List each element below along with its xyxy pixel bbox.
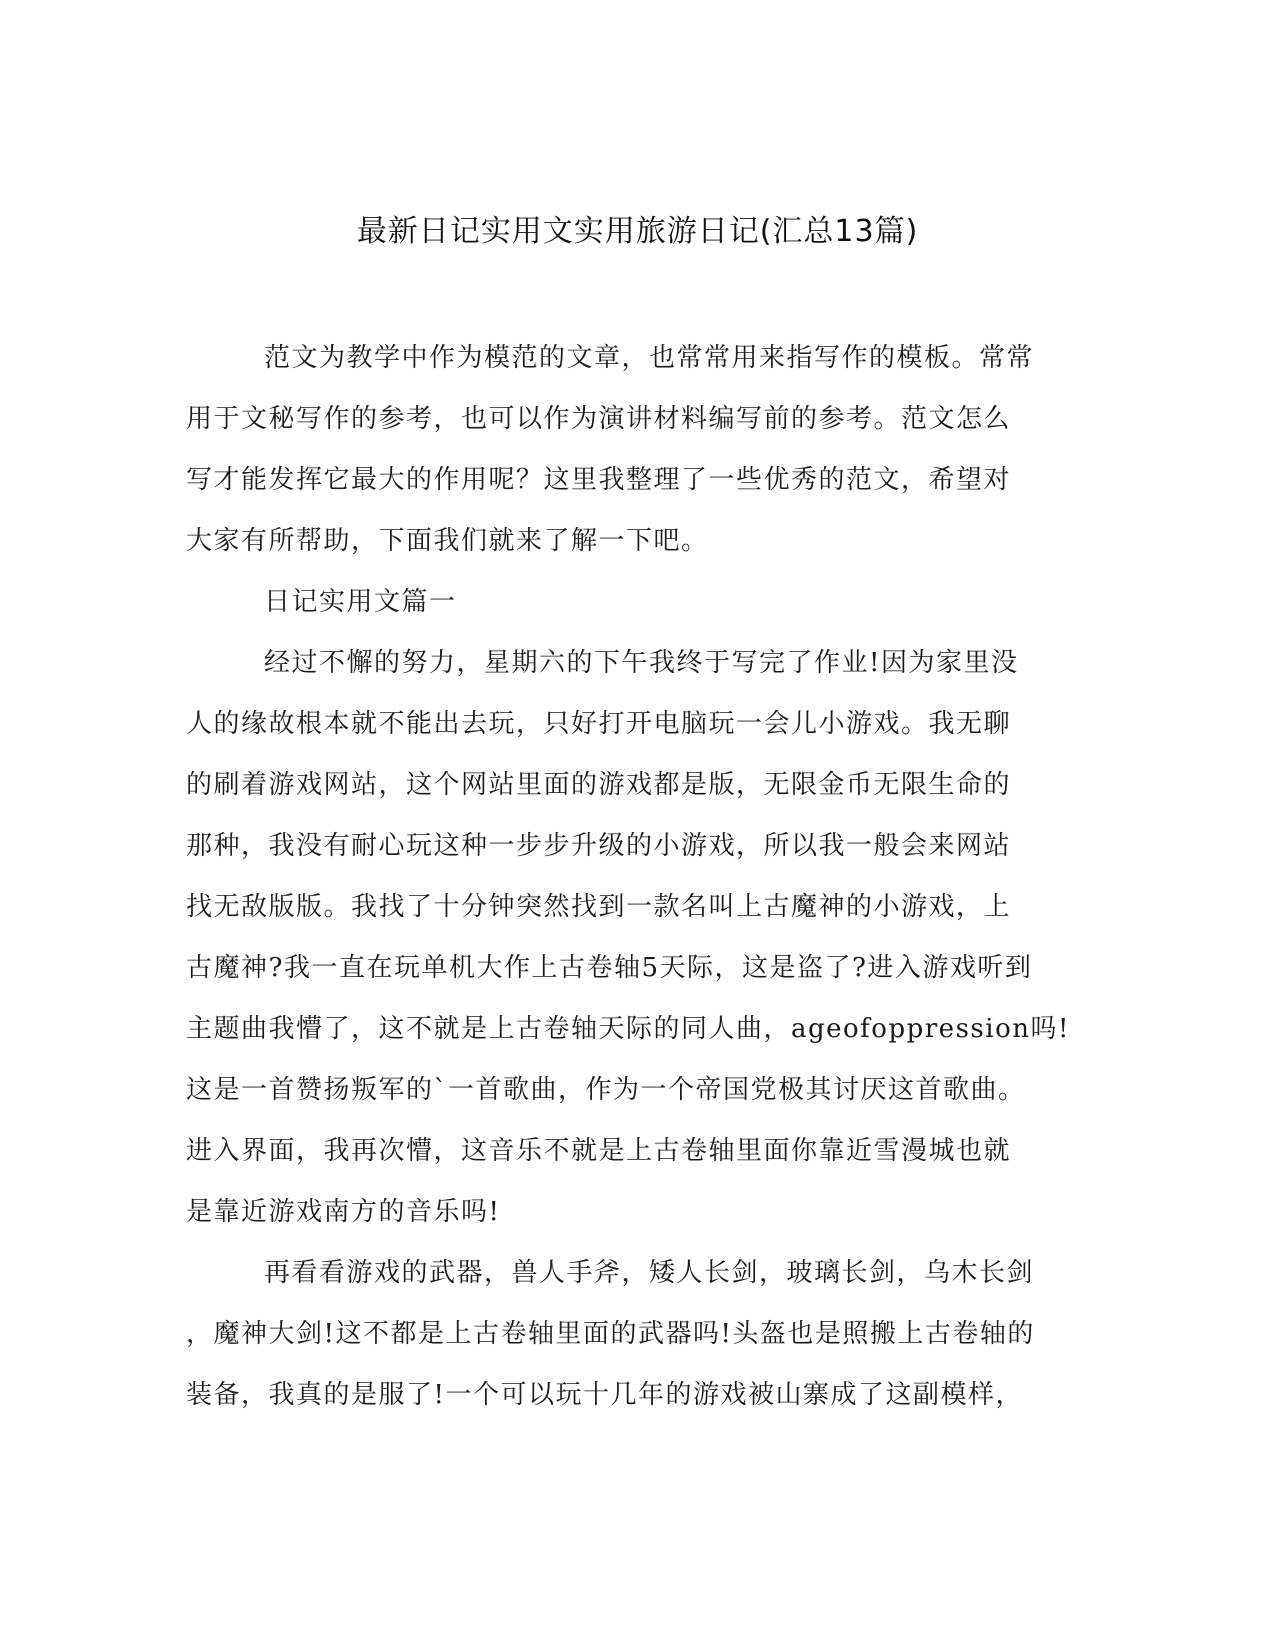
paragraph-line: 用于文秘写作的参考，也可以作为演讲材料编写前的参考。范文怎么 (186, 404, 1012, 434)
paragraph-line: 的刷着游戏网站，这个网站里面的游戏都是版，无限金币无限生命的 (186, 770, 1012, 800)
paragraph-line: 经过不懈的努力，星期六的下午我终于写完了作业!因为家里没 (264, 648, 1019, 678)
paragraph-line: 写才能发挥它最大的作用呢？这里我整理了一些优秀的范文，希望对 (186, 465, 1012, 495)
paragraph-line: 再看看游戏的武器，兽人手斧，矮人长剑，玻璃长剑，乌木长剑 (264, 1258, 1035, 1288)
paragraph-line: 古魔神?我一直在玩单机大作上古卷轴5天际，这是盗了?进入游戏听到 (186, 953, 1033, 983)
paragraph-line: 那种，我没有耐心玩这种一步步升级的小游戏，所以我一般会来网站 (186, 831, 1012, 861)
paragraph-line: 人的缘故根本就不能出去玩，只好打开电脑玩一会儿小游戏。我无聊 (186, 709, 1012, 739)
paragraph-line: 范文为教学中作为模范的文章，也常常用来指写作的模板。常常 (264, 343, 1035, 373)
paragraph-line: 找无敌版版。我找了十分钟突然找到一款名叫上古魔神的小游戏，上 (186, 892, 1012, 922)
paragraph-line: 是靠近游戏南方的音乐吗! (186, 1197, 501, 1227)
paragraph-line: 装备，我真的是服了!一个可以玩十几年的游戏被山寨成了这副模样， (186, 1380, 1023, 1410)
paragraph-line: 这是一首赞扬叛军的`一首歌曲，作为一个帝国党极其讨厌这首歌曲。 (186, 1075, 1026, 1105)
document-body (186, 328, 1078, 1426)
paragraph-line: 大家有所帮助，下面我们就来了解一下吧。 (186, 526, 709, 556)
paragraph-line: 进入界面，我再次懵，这音乐不就是上古卷轴里面你靠近雪漫城也就 (186, 1136, 1012, 1166)
paragraph-line: ，魔神大剑!这不都是上古卷轴里面的武器吗!头盔也是照搬上古卷轴的 (186, 1319, 1035, 1349)
paragraph-line: 主题曲我懵了，这不就是上古卷轴天际的同人曲，ageofoppression吗! (186, 1014, 1070, 1044)
document-title: 最新日记实用文实用旅游日记(汇总13篇) (356, 214, 919, 249)
section-heading: 日记实用文篇一 (264, 587, 457, 617)
